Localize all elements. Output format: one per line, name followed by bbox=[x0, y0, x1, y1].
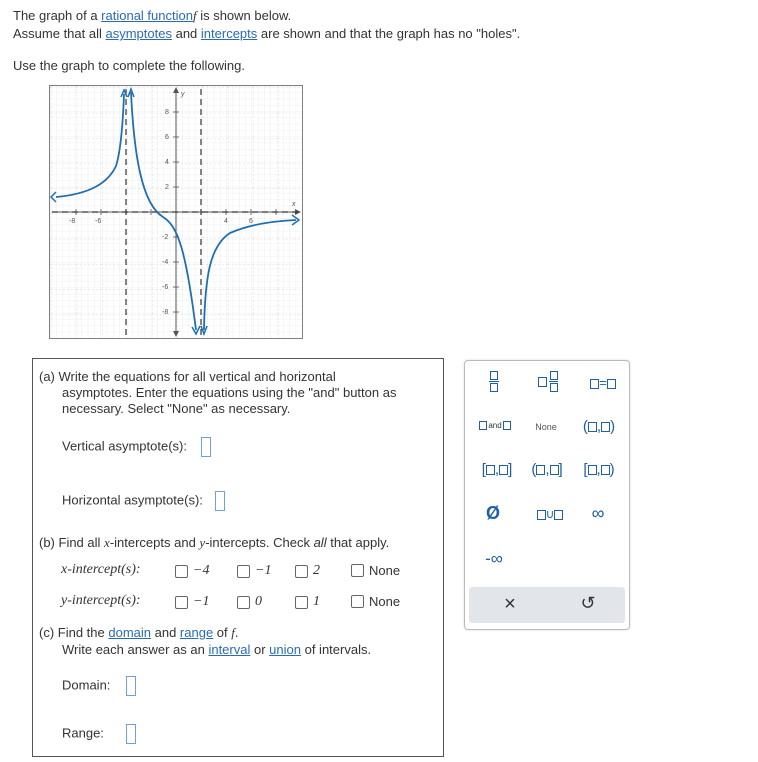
option-label: −4 bbox=[193, 563, 210, 578]
fraction-button[interactable] bbox=[483, 371, 505, 392]
part-c-instruction bbox=[62, 642, 371, 657]
part-a-prompt: asymptotes. Enter the equations using the "and" button as bbox=[62, 385, 397, 400]
option-label: None bbox=[369, 594, 401, 609]
intro-text: is shown below. bbox=[196, 8, 292, 23]
option-label: 0 bbox=[255, 594, 262, 609]
domain-label: Domain: bbox=[62, 677, 111, 693]
checkbox[interactable] bbox=[351, 564, 364, 577]
y-axis-label: y bbox=[181, 91, 185, 98]
checkbox[interactable] bbox=[175, 565, 188, 578]
union-button[interactable]: ∪ bbox=[533, 507, 567, 521]
horizontal-asymptote-input[interactable] bbox=[215, 491, 225, 511]
y-tick-label: -4 bbox=[162, 259, 169, 266]
and-button[interactable] bbox=[475, 421, 515, 430]
part-c-panel bbox=[32, 616, 444, 757]
part-b-panel bbox=[32, 526, 444, 617]
part-c-text: of intervals. bbox=[300, 642, 372, 657]
y-tick-label: -8 bbox=[162, 309, 169, 316]
part-a-prompt: (a) Write the equations for all vertical and horizontal bbox=[39, 369, 336, 384]
option-label: 1 bbox=[313, 594, 320, 609]
y-intercept-option[interactable] bbox=[295, 594, 320, 610]
union-link[interactable]: union bbox=[269, 642, 301, 657]
y-tick-label: 4 bbox=[165, 159, 169, 166]
y-tick-label: -6 bbox=[162, 284, 169, 291]
horizontal-asymptote-label: Horizontal asymptote(s): bbox=[62, 492, 203, 508]
empty-set-button[interactable]: Ø bbox=[485, 503, 500, 523]
undo-icon[interactable]: ↺ bbox=[580, 593, 596, 613]
rational-function-link[interactable]: rational function bbox=[101, 8, 193, 23]
option-label: None bbox=[369, 563, 401, 578]
x-tick-label: 4 bbox=[224, 218, 228, 225]
rational-function-graph bbox=[49, 85, 303, 339]
range-input[interactable] bbox=[126, 724, 136, 744]
graph-svg bbox=[50, 86, 302, 338]
range-label: Range: bbox=[62, 725, 104, 741]
option-label: −1 bbox=[255, 563, 272, 578]
part-b-text: -intercepts. Check bbox=[205, 535, 314, 550]
option-label: −1 bbox=[193, 594, 210, 609]
checkbox[interactable] bbox=[237, 565, 250, 578]
range-link[interactable]: range bbox=[179, 625, 214, 640]
x-tick-label: -8 bbox=[69, 218, 76, 225]
domain-input[interactable] bbox=[126, 676, 136, 696]
function-name: f bbox=[192, 8, 197, 23]
intercepts-link[interactable]: intercepts bbox=[200, 26, 258, 41]
open-interval-button[interactable]: ( , ) bbox=[582, 418, 616, 435]
interval-link[interactable]: interval bbox=[208, 642, 251, 657]
x-intercept-label: x-intercept(s): bbox=[61, 562, 141, 577]
intro-line-2 bbox=[13, 26, 520, 41]
x-intercept-option[interactable] bbox=[237, 563, 271, 579]
vertical-asymptote-input[interactable] bbox=[201, 437, 211, 457]
option-label: 2 bbox=[313, 563, 320, 578]
intro-text: Assume that all bbox=[13, 26, 106, 41]
y-tick-label: 8 bbox=[165, 109, 169, 116]
y-tick-label: 6 bbox=[165, 134, 169, 141]
x-intercept-option[interactable] bbox=[295, 563, 320, 579]
x-intercept-none-option[interactable] bbox=[351, 563, 400, 578]
equals-button[interactable]: = bbox=[585, 375, 621, 390]
intro-line-1 bbox=[13, 8, 291, 24]
part-a-prompt: necessary. Select "None" as necessary. bbox=[62, 401, 291, 416]
clear-icon[interactable]: × bbox=[504, 593, 516, 615]
instruction-text: Use the graph to complete the following. bbox=[13, 58, 245, 73]
intro-text: The graph of a bbox=[13, 8, 102, 23]
closed-interval-button[interactable]: [ , ] bbox=[481, 461, 513, 478]
mixed-number-button[interactable] bbox=[531, 371, 565, 392]
part-b-prompt bbox=[39, 535, 389, 551]
left-open-interval-button[interactable]: ( , ] bbox=[531, 461, 563, 478]
y-intercept-option[interactable] bbox=[175, 594, 209, 610]
part-c-text: and bbox=[151, 625, 180, 640]
checkbox[interactable] bbox=[237, 596, 250, 609]
part-c-text: (c) Find the bbox=[39, 625, 109, 640]
x-tick-label: -6 bbox=[95, 218, 102, 225]
vertical-asymptote-label: Vertical asymptote(s): bbox=[62, 438, 187, 454]
part-b-text: -intercepts and bbox=[109, 535, 200, 550]
x-axis-label: x bbox=[292, 201, 296, 208]
x-var: x bbox=[104, 535, 110, 550]
y-tick-label: 2 bbox=[165, 184, 169, 191]
part-b-text: (b) Find all bbox=[39, 535, 105, 550]
domain-link[interactable]: domain bbox=[108, 625, 151, 640]
and-label: and bbox=[488, 421, 502, 430]
checkbox[interactable] bbox=[295, 565, 308, 578]
part-b-emphasis: all bbox=[313, 535, 327, 550]
part-c-text: of bbox=[213, 625, 232, 640]
y-var: y bbox=[199, 535, 206, 550]
range-row bbox=[62, 724, 136, 744]
part-c-text: . bbox=[234, 625, 239, 640]
function-name: f bbox=[231, 625, 235, 640]
infinity-button[interactable]: ∞ bbox=[591, 503, 605, 523]
part-c-prompt bbox=[39, 625, 239, 641]
none-button[interactable]: None bbox=[535, 422, 557, 432]
part-c-text: Write each answer as an bbox=[62, 642, 209, 657]
vertical-asymptote-row bbox=[62, 437, 211, 457]
intro-text: are shown and that the graph has no "holes". bbox=[257, 26, 521, 41]
right-open-interval-button[interactable]: [ , ) bbox=[583, 461, 615, 478]
palette-footer bbox=[469, 587, 625, 623]
x-tick-label: 6 bbox=[249, 218, 253, 225]
part-a-panel bbox=[32, 358, 444, 528]
y-intercept-none-option[interactable] bbox=[351, 594, 400, 609]
y-intercept-option[interactable] bbox=[237, 594, 262, 610]
checkbox[interactable] bbox=[351, 595, 364, 608]
part-b-text: that apply. bbox=[326, 535, 390, 550]
negative-infinity-button[interactable]: -∞ bbox=[485, 549, 503, 568]
horizontal-asymptote-row bbox=[62, 491, 225, 511]
domain-row bbox=[62, 676, 136, 696]
checkbox[interactable] bbox=[175, 596, 188, 609]
part-c-text: or bbox=[250, 642, 270, 657]
asymptotes-link[interactable]: asymptotes bbox=[105, 26, 172, 41]
checkbox[interactable] bbox=[295, 596, 308, 609]
intro-text: and bbox=[171, 26, 201, 41]
math-palette bbox=[464, 360, 630, 630]
x-intercept-option[interactable] bbox=[175, 563, 209, 579]
y-intercept-label: y-intercept(s): bbox=[61, 593, 141, 608]
y-tick-label: -2 bbox=[162, 234, 169, 241]
